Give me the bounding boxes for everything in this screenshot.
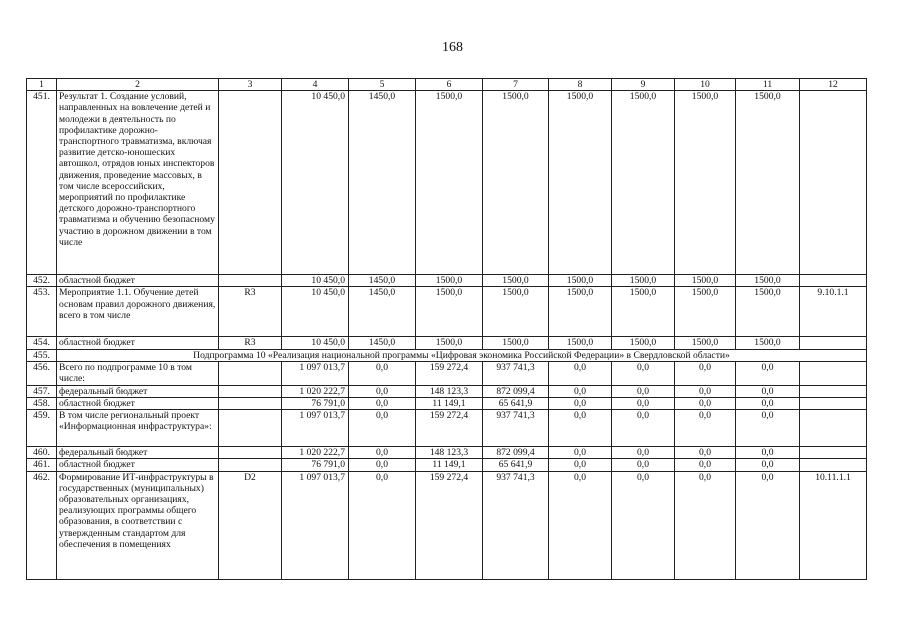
- value-col-4: 1 097 013,7: [282, 471, 349, 579]
- target-index: [800, 459, 867, 471]
- row-name: В том числе региональный проект «Информационная инфраструктура»:: [57, 410, 219, 447]
- target-index: [800, 410, 867, 447]
- value-col-5: 0,0: [349, 447, 416, 459]
- table-row: [27, 287, 867, 337]
- row-code: [219, 447, 282, 459]
- value-col-6: 1500,0: [416, 337, 483, 349]
- value-col-9: 0,0: [612, 385, 675, 397]
- value-col-10: 1500,0: [675, 337, 736, 349]
- value-col-6: 159 272,4: [416, 471, 483, 579]
- row-number: 451.: [27, 91, 57, 275]
- value-col-7: 937 741,3: [483, 410, 549, 447]
- value-col-4: 1 020 222,7: [282, 385, 349, 397]
- value-col-10: 1500,0: [675, 91, 736, 275]
- column-numbers-row: [27, 79, 867, 91]
- row-code: [219, 361, 282, 385]
- value-col-10: 0,0: [675, 385, 736, 397]
- target-index: 9.10.1.1: [800, 287, 867, 337]
- value-col-9: 1500,0: [612, 91, 675, 275]
- value-col-5: 1450,0: [349, 337, 416, 349]
- value-col-6: 159 272,4: [416, 361, 483, 385]
- header-cell: 9: [612, 79, 675, 91]
- value-col-4: 76 791,0: [282, 459, 349, 471]
- value-col-4: 1 020 222,7: [282, 447, 349, 459]
- header-cell: 5: [349, 79, 416, 91]
- value-col-6: 1500,0: [416, 91, 483, 275]
- value-col-5: 1450,0: [349, 275, 416, 287]
- value-col-7: 1500,0: [483, 275, 549, 287]
- value-col-8: 0,0: [549, 459, 612, 471]
- row-name: областной бюджет: [57, 275, 219, 287]
- table-row: [27, 471, 867, 579]
- value-col-11: 0,0: [736, 471, 800, 579]
- row-number: 458.: [27, 398, 57, 410]
- value-col-9: 1500,0: [612, 337, 675, 349]
- row-number: 461.: [27, 459, 57, 471]
- header-cell: 4: [282, 79, 349, 91]
- value-col-9: 0,0: [612, 361, 675, 385]
- target-index: 10.11.1.1: [800, 471, 867, 579]
- header-cell: 6: [416, 79, 483, 91]
- row-number: 457.: [27, 385, 57, 397]
- value-col-5: 0,0: [349, 459, 416, 471]
- value-col-8: 1500,0: [549, 275, 612, 287]
- subprogram-title: Подпрограмма 10 «Реализация национальной программы «Цифровая экономика Российской Федерации» в Свердловской области»: [57, 349, 867, 361]
- table-body: [27, 79, 867, 580]
- row-number: 459.: [27, 410, 57, 447]
- value-col-10: 0,0: [675, 471, 736, 579]
- table-row: [27, 385, 867, 397]
- value-col-11: 0,0: [736, 398, 800, 410]
- row-code: [219, 275, 282, 287]
- value-col-7: 65 641,9: [483, 459, 549, 471]
- value-col-8: 1500,0: [549, 337, 612, 349]
- value-col-10: 0,0: [675, 398, 736, 410]
- header-cell: 10: [675, 79, 736, 91]
- value-col-9: 0,0: [612, 410, 675, 447]
- value-col-6: 1500,0: [416, 287, 483, 337]
- value-col-7: 65 641,9: [483, 398, 549, 410]
- value-col-4: 76 791,0: [282, 398, 349, 410]
- target-index: [800, 385, 867, 397]
- value-col-11: 1500,0: [736, 287, 800, 337]
- table-row: [27, 447, 867, 459]
- row-code: [219, 410, 282, 447]
- row-code: D2: [219, 471, 282, 579]
- target-index: [800, 337, 867, 349]
- header-cell: 11: [736, 79, 800, 91]
- value-col-8: 0,0: [549, 410, 612, 447]
- header-cell: 2: [57, 79, 219, 91]
- value-col-6: 11 149,1: [416, 459, 483, 471]
- row-code: R3: [219, 337, 282, 349]
- row-name: областной бюджет: [57, 398, 219, 410]
- value-col-11: 1500,0: [736, 91, 800, 275]
- value-col-4: 10 450,0: [282, 287, 349, 337]
- value-col-10: 0,0: [675, 459, 736, 471]
- value-col-5: 0,0: [349, 410, 416, 447]
- target-index: [800, 275, 867, 287]
- value-col-4: 1 097 013,7: [282, 410, 349, 447]
- value-col-9: 0,0: [612, 398, 675, 410]
- value-col-7: 937 741,3: [483, 471, 549, 579]
- row-code: [219, 398, 282, 410]
- row-number: 453.: [27, 287, 57, 337]
- value-col-5: 1450,0: [349, 91, 416, 275]
- value-col-11: 0,0: [736, 361, 800, 385]
- value-col-7: 1500,0: [483, 91, 549, 275]
- value-col-8: 1500,0: [549, 287, 612, 337]
- target-index: [800, 398, 867, 410]
- value-col-11: 1500,0: [736, 275, 800, 287]
- header-cell: 12: [800, 79, 867, 91]
- row-number: 462.: [27, 471, 57, 579]
- value-col-6: 148 123,3: [416, 385, 483, 397]
- row-name: федеральный бюджет: [57, 385, 219, 397]
- target-index: [800, 91, 867, 275]
- value-col-10: 1500,0: [675, 287, 736, 337]
- row-name: Формирование ИТ-инфраструктуры в государственных (муниципальных) образовательных организациях, реализующих программы общего образования, в соответствии с утвержденным стандартом для обеспечения в помещениях: [57, 471, 219, 579]
- row-number: 455.: [27, 349, 57, 361]
- value-col-7: 872 099,4: [483, 385, 549, 397]
- header-cell: 1: [27, 79, 57, 91]
- target-index: [800, 447, 867, 459]
- row-code: [219, 385, 282, 397]
- row-name: федеральный бюджет: [57, 447, 219, 459]
- table-row: [27, 275, 867, 287]
- value-col-6: 159 272,4: [416, 410, 483, 447]
- value-col-9: 0,0: [612, 471, 675, 579]
- value-col-9: 0,0: [612, 447, 675, 459]
- value-col-8: 0,0: [549, 361, 612, 385]
- value-col-5: 1450,0: [349, 287, 416, 337]
- value-col-8: 0,0: [549, 398, 612, 410]
- budget-table: [26, 78, 867, 580]
- value-col-4: 1 097 013,7: [282, 361, 349, 385]
- value-col-11: 1500,0: [736, 337, 800, 349]
- header-cell: 3: [219, 79, 282, 91]
- value-col-10: 0,0: [675, 447, 736, 459]
- value-col-9: 0,0: [612, 459, 675, 471]
- table-row: [27, 337, 867, 349]
- table-row: [27, 361, 867, 385]
- target-index: [800, 361, 867, 385]
- value-col-9: 1500,0: [612, 287, 675, 337]
- row-number: 452.: [27, 275, 57, 287]
- value-col-7: 872 099,4: [483, 447, 549, 459]
- row-name: Мероприятие 1.1. Обучение детей основам правил дорожного движения, всего в том числе: [57, 287, 219, 337]
- value-col-6: 148 123,3: [416, 447, 483, 459]
- value-col-6: 11 149,1: [416, 398, 483, 410]
- value-col-8: 0,0: [549, 447, 612, 459]
- value-col-7: 1500,0: [483, 337, 549, 349]
- value-col-5: 0,0: [349, 471, 416, 579]
- value-col-8: 0,0: [549, 385, 612, 397]
- value-col-11: 0,0: [736, 385, 800, 397]
- header-cell: 7: [483, 79, 549, 91]
- row-code: [219, 91, 282, 275]
- value-col-4: 10 450,0: [282, 337, 349, 349]
- value-col-8: 1500,0: [549, 91, 612, 275]
- row-code: [219, 459, 282, 471]
- row-number: 454.: [27, 337, 57, 349]
- table-row: [27, 398, 867, 410]
- value-col-5: 0,0: [349, 385, 416, 397]
- row-number: 460.: [27, 447, 57, 459]
- value-col-10: 0,0: [675, 361, 736, 385]
- value-col-4: 10 450,0: [282, 91, 349, 275]
- value-col-6: 1500,0: [416, 275, 483, 287]
- value-col-9: 1500,0: [612, 275, 675, 287]
- value-col-11: 0,0: [736, 447, 800, 459]
- row-code: R3: [219, 287, 282, 337]
- value-col-5: 0,0: [349, 361, 416, 385]
- value-col-7: 937 741,3: [483, 361, 549, 385]
- row-name: областной бюджет: [57, 459, 219, 471]
- table-row: [27, 91, 867, 275]
- row-number: 456.: [27, 361, 57, 385]
- value-col-8: 0,0: [549, 471, 612, 579]
- value-col-4: 10 450,0: [282, 275, 349, 287]
- row-name: Результат 1. Создание условий, направленных на вовлечение детей и молодежи в деятельность по профилактике дорожно-транспортного травматизма, включая развитие детско-юношеских автошкол, отрядов юных инспекторов движения, проведение массовых, в том числе всероссийских, мероприятий по профилактике детского дорожно-транспортного травматизма и обучению безопасному участию в дорожном движении в том числе: [57, 91, 219, 275]
- row-name: областной бюджет: [57, 337, 219, 349]
- row-name: Всего по подпрограмме 10 в том числе:: [57, 361, 219, 385]
- value-col-11: 0,0: [736, 459, 800, 471]
- table-row: [27, 459, 867, 471]
- value-col-7: 1500,0: [483, 287, 549, 337]
- table-row: [27, 410, 867, 447]
- value-col-10: 1500,0: [675, 275, 736, 287]
- header-cell: 8: [549, 79, 612, 91]
- value-col-11: 0,0: [736, 410, 800, 447]
- table-row: [27, 349, 867, 361]
- page-number: 168: [442, 40, 463, 55]
- value-col-5: 0,0: [349, 398, 416, 410]
- value-col-10: 0,0: [675, 410, 736, 447]
